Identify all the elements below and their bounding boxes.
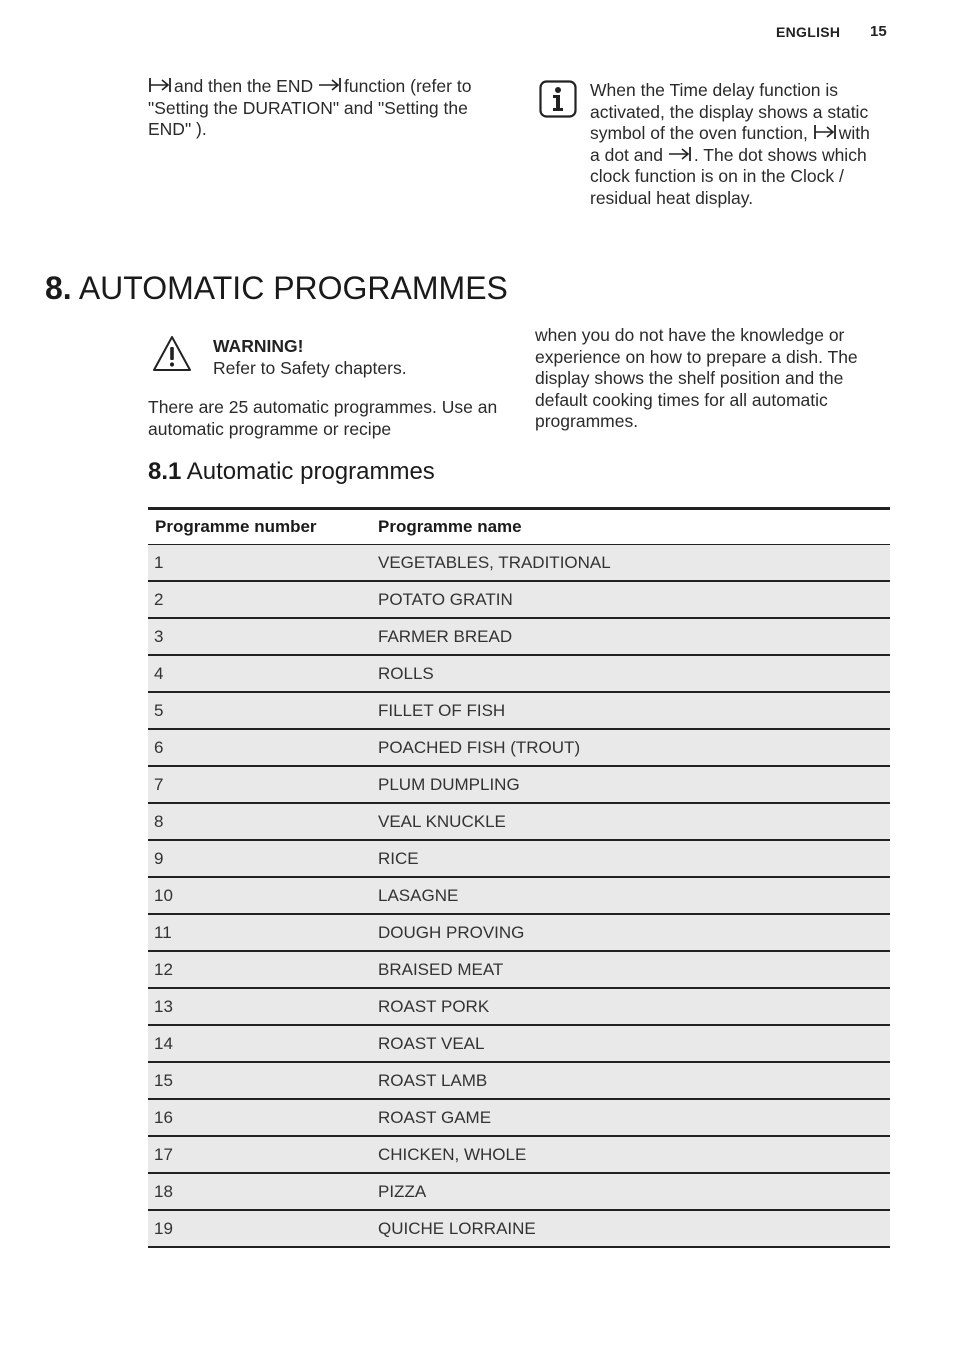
- programme-name: PLUM DUMPLING: [371, 766, 890, 803]
- programme-number: 18: [148, 1173, 371, 1210]
- programme-name: LASAGNE: [371, 877, 890, 914]
- column-header-number: Programme number: [148, 509, 371, 545]
- info-note-line-2: with a dot and: [590, 123, 870, 165]
- programme-name: QUICHE LORRAINE: [371, 1210, 890, 1247]
- section-number: 8.: [45, 270, 72, 306]
- info-icon: [539, 80, 577, 118]
- warning-title: WARNING!: [213, 336, 304, 356]
- programme-number: 16: [148, 1099, 371, 1136]
- top-left-paragraph: [148, 76, 498, 141]
- table-row: [148, 951, 890, 988]
- table-row: [148, 581, 890, 618]
- table-row: [148, 729, 890, 766]
- programme-number: 6: [148, 729, 371, 766]
- table-row: [148, 803, 890, 840]
- table-row: [148, 1099, 890, 1136]
- page-number: 15: [870, 23, 887, 40]
- programme-table: [148, 507, 890, 1248]
- table-row: [148, 840, 890, 877]
- programme-name: POTATO GRATIN: [371, 581, 890, 618]
- programme-name: PIZZA: [371, 1173, 890, 1210]
- end-icon: [318, 77, 342, 93]
- table-row: [148, 655, 890, 692]
- programme-number: 8: [148, 803, 371, 840]
- table-row: [148, 1210, 890, 1247]
- programme-number: 7: [148, 766, 371, 803]
- subsection-title: Automatic programmes: [186, 458, 435, 485]
- table-row: [148, 766, 890, 803]
- programme-number: 5: [148, 692, 371, 729]
- programme-number: 15: [148, 1062, 371, 1099]
- programme-name: ROAST LAMB: [371, 1062, 890, 1099]
- header-language: ENGLISH: [776, 24, 841, 40]
- programme-name: VEGETABLES, TRADITIONAL: [371, 545, 890, 582]
- programme-name: ROAST PORK: [371, 988, 890, 1025]
- programme-name: ROAST VEAL: [371, 1025, 890, 1062]
- programme-number: 13: [148, 988, 371, 1025]
- programme-name: RICE: [371, 840, 890, 877]
- table-header-row: [148, 509, 890, 545]
- top-left-text-2: function (refer to "Setting the DURATION" and "Setting the END" ).: [148, 76, 472, 139]
- table-row: [148, 877, 890, 914]
- programme-number: 9: [148, 840, 371, 877]
- programme-name: DOUGH PROVING: [371, 914, 890, 951]
- programme-number: 1: [148, 545, 371, 582]
- programme-name: VEAL KNUCKLE: [371, 803, 890, 840]
- duration-icon: [148, 77, 172, 93]
- programme-number: 10: [148, 877, 371, 914]
- column-header-name: Programme name: [371, 509, 890, 545]
- programme-number: 17: [148, 1136, 371, 1173]
- table-row: [148, 692, 890, 729]
- programme-name: BRAISED MEAT: [371, 951, 890, 988]
- table-row: [148, 1173, 890, 1210]
- warning-icon: [152, 335, 192, 373]
- programme-number: 3: [148, 618, 371, 655]
- table-row: [148, 1025, 890, 1062]
- info-note: [590, 80, 880, 209]
- subsection-number: 8.1: [148, 458, 182, 485]
- intro-right-paragraph: when you do not have the knowledge or experience on how to prepare a dish. The display shows the shelf position and the default cooking times for all automatic programmes.: [535, 325, 858, 431]
- programme-name: ROAST GAME: [371, 1099, 890, 1136]
- programme-number: 2: [148, 581, 371, 618]
- table-row: [148, 914, 890, 951]
- end-icon: [668, 146, 692, 162]
- table-row: [148, 988, 890, 1025]
- table-row: [148, 1136, 890, 1173]
- table-row: [148, 1062, 890, 1099]
- section-title: AUTOMATIC PROGRAMMES: [78, 270, 508, 306]
- programme-number: 4: [148, 655, 371, 692]
- top-left-text-1: and then the END: [174, 76, 314, 96]
- programme-number: 19: [148, 1210, 371, 1247]
- subsection-heading: [148, 456, 435, 488]
- programme-name: POACHED FISH (TROUT): [371, 729, 890, 766]
- programme-name: CHICKEN, WHOLE: [371, 1136, 890, 1173]
- programme-number: 11: [148, 914, 371, 951]
- intro-left-paragraph: There are 25 automatic programmes. Use an automatic programme or recipe: [148, 397, 498, 439]
- table-body: [148, 545, 890, 1248]
- programme-name: ROLLS: [371, 655, 890, 692]
- programme-name: FARMER BREAD: [371, 618, 890, 655]
- warning-text: Refer to Safety chapters.: [213, 358, 407, 378]
- programme-number: 14: [148, 1025, 371, 1062]
- info-note-line-3: . The dot shows which clock function is on in the Clock / residual heat display.: [590, 144, 867, 208]
- table-row: [148, 545, 890, 582]
- section-heading: [45, 268, 508, 308]
- duration-icon: [813, 124, 837, 140]
- info-note-line-1: When the Time delay function is activated, the display shows a static symbol of the oven function,: [590, 80, 869, 143]
- programme-number: 12: [148, 951, 371, 988]
- programme-name: FILLET OF FISH: [371, 692, 890, 729]
- table-row: [148, 618, 890, 655]
